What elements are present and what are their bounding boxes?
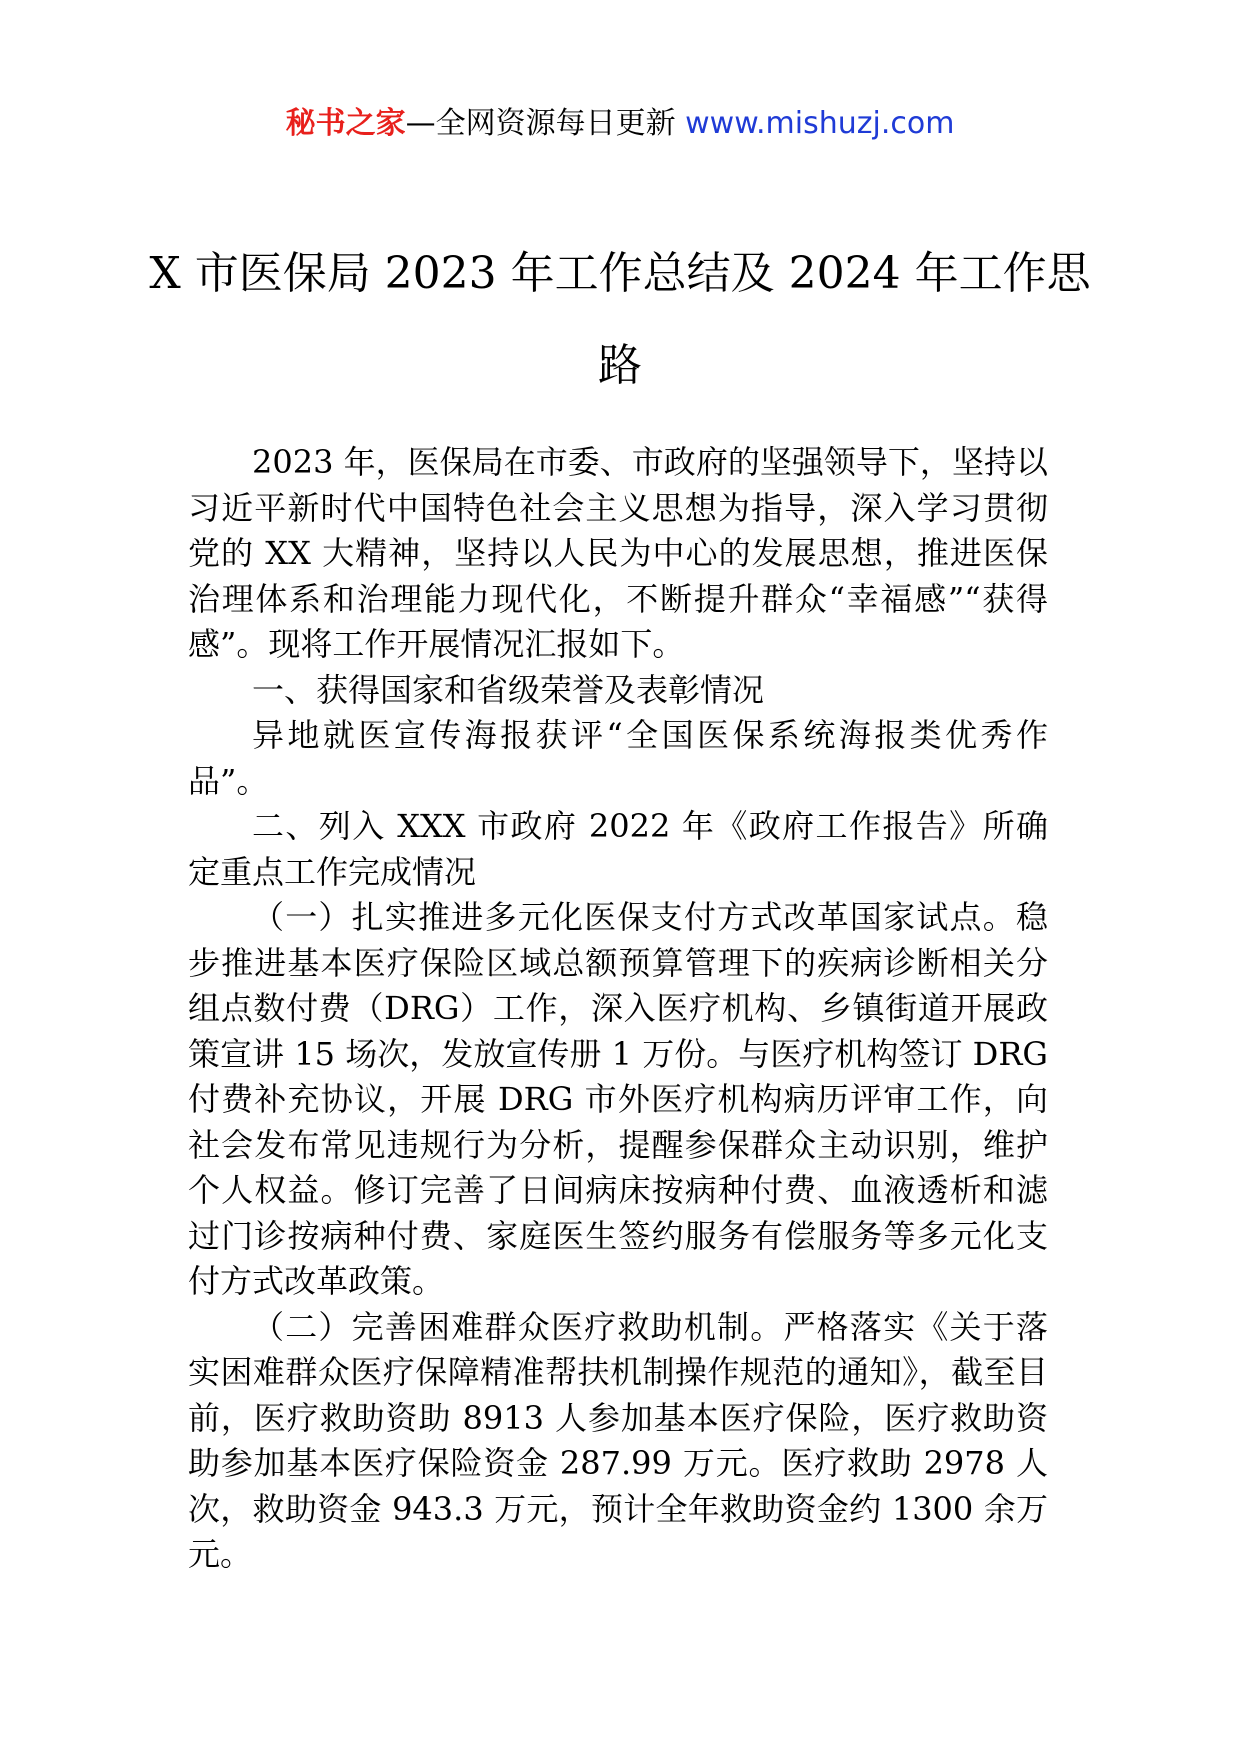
paragraph-item-1: （一）扎实推进多元化医保支付方式改革国家试点。稳步推进基本医疗保险区域总额预算管理下的疾病诊断相关分组点数付费（DRG）工作，深入医疗机构、乡镇街道开展政策宣讲 15 场次，发放宣传册 1 万份。与医疗机构签订 DRG 付费补充协议，开展 DRG 市外医疗机构病历评审工作，向社会发布常见违规行为分析，提醒参保群众主动识别，维护个人权益。修订完善了日间病床按病种付费、血液透析和滤过门诊按病种付费、家庭医生签约服务有偿服务等多元化支付方式改革政策。 xyxy=(188,898,1048,1300)
paragraph-honor: 异地就医宣传海报获评“全国医保系统海报类优秀作品”。 xyxy=(188,716,1048,800)
section-heading-2: 二、列入 XXX 市政府 2022 年《政府工作报告》所确定重点工作完成情况 xyxy=(188,807,1048,891)
section-heading-1: 一、获得国家和省级荣誉及表彰情况 xyxy=(252,670,765,709)
paragraph-item-2: （二）完善困难群众医疗救助机制。严格落实《关于落实困难群众医疗保障精准帮扶机制操作规范的通知》，截至目前，医疗救助资助 8913 人参加基本医疗保险，医疗救助资助参加基本医疗保险资金 287.99 万元。医疗救助 2978 人次，救助资金 943.3 万元，预计全年救助资金约 1300 余万元。 xyxy=(188,1307,1048,1573)
document-title: X 市医保局 2023 年工作总结及 2024 年工作思路 xyxy=(149,248,1091,391)
brand-name: 秘书之家 xyxy=(285,106,406,141)
site-header xyxy=(0,100,1240,148)
document-body xyxy=(188,440,1048,1578)
header-tagline: —全网资源每日更新 xyxy=(405,106,686,141)
paragraph-intro: 2023 年，医保局在市委、市政府的坚强领导下，坚持以习近平新时代中国特色社会主义思想为指导，深入学习贯彻党的 XX 大精神，坚持以人民为中心的发展思想，推进医保治理体系和治理能力现代化，不断提升群众“幸福感”“获得感”。现将工作开展情况汇报如下。 xyxy=(188,443,1048,663)
site-url[interactable]: www.mishuzj.com xyxy=(685,106,955,141)
